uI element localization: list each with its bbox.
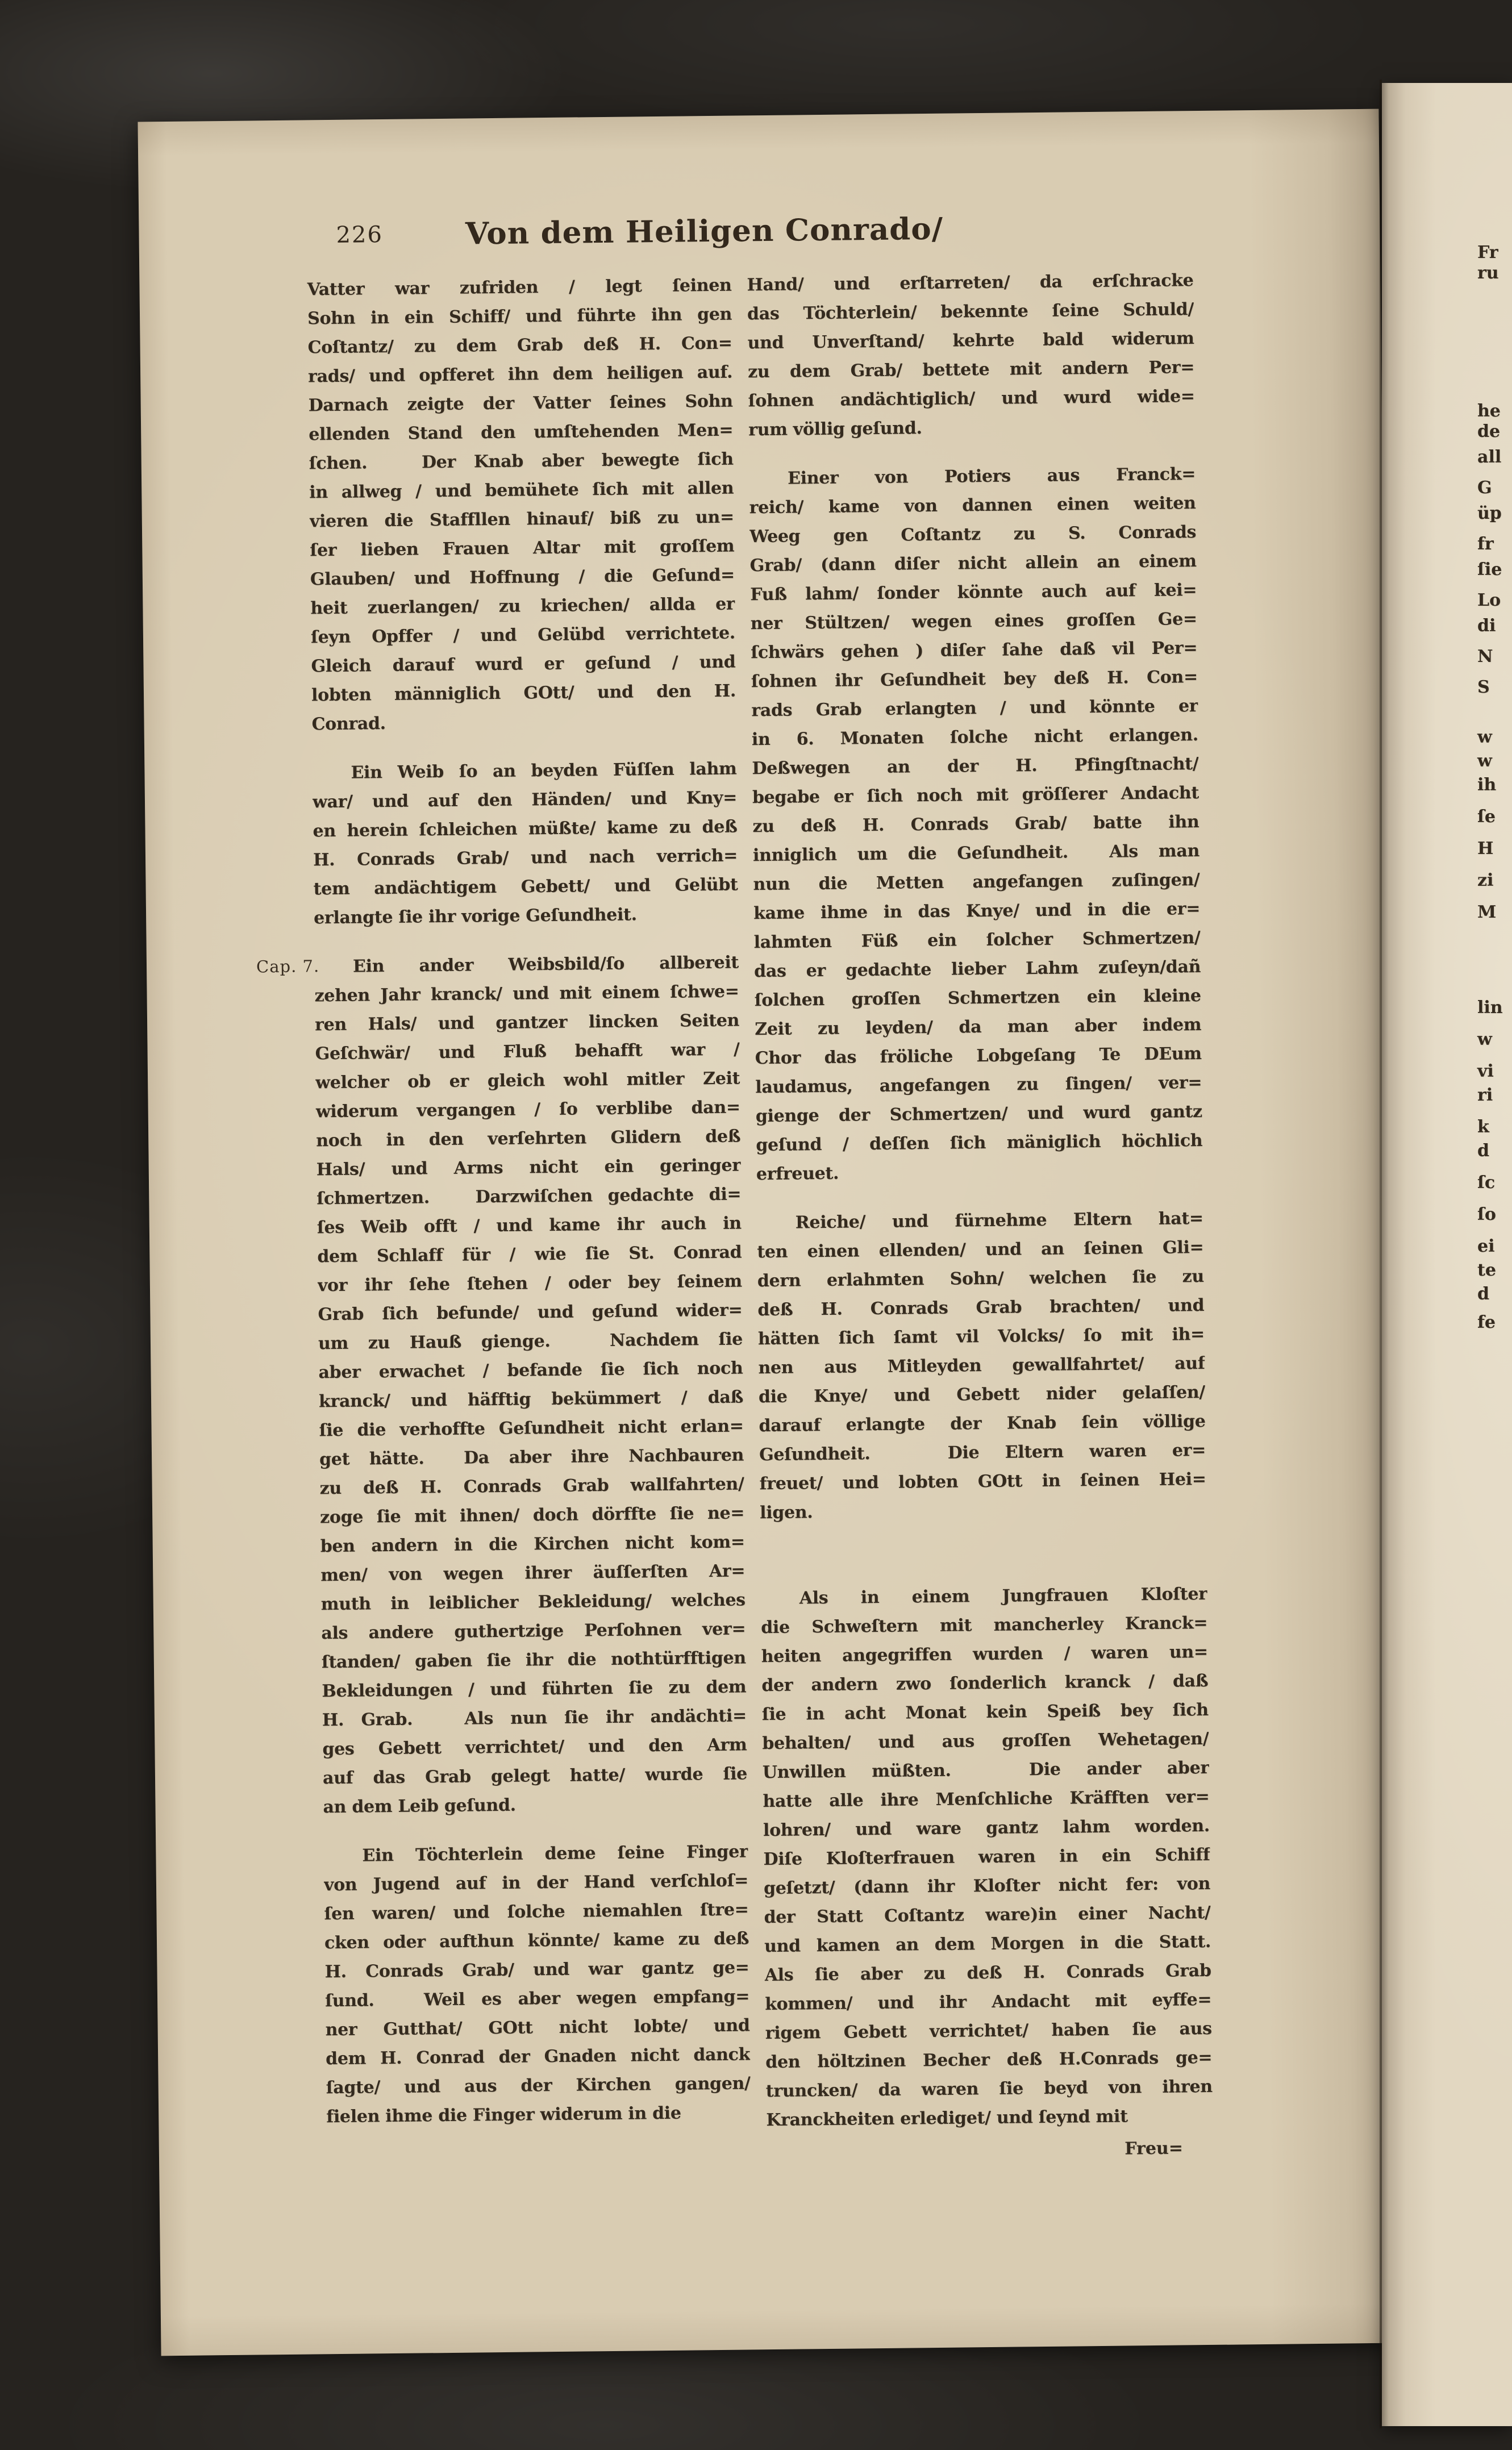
- text-line: dern erlahmten Sohn/ welchen ſie zu: [757, 1266, 1205, 1291]
- text-line: ren Hals/ und gantzer lincken Seiten: [314, 1010, 740, 1035]
- text-line: nun die Metten angefangen zuſingen/: [753, 870, 1200, 895]
- edge-fragment: ei: [1477, 1236, 1495, 1256]
- edge-fragment: ſc: [1477, 1173, 1496, 1193]
- text-line: zu deß H. Conrads Grab/ batte ihn: [752, 812, 1199, 837]
- text-line: Zeit zu leyden/ da man aber indem: [755, 1015, 1202, 1040]
- text-line: den höltzinen Becher deß H.Conrads ge=: [765, 2047, 1213, 2073]
- text-line: Diſe Kloſterfrauen waren in ein Schiff: [763, 1844, 1210, 1870]
- text-line: das er gedachte lieber Lahm zuſeyn/dañ: [754, 957, 1201, 982]
- text-line: zu dem Grab/ bettete mit andern Per=: [747, 357, 1195, 382]
- edge-fragment: de: [1477, 422, 1501, 441]
- catchword: Freu=: [1124, 2138, 1184, 2159]
- edge-fragment: ih: [1477, 775, 1497, 795]
- text-line: Bekleidungen / und führten ſie zu dem: [322, 1677, 747, 1702]
- paragraph: [314, 948, 748, 1822]
- edge-fragment: lin: [1477, 998, 1503, 1018]
- text-line: von Jugend auf in der Hand verſchloſ=: [323, 1870, 749, 1895]
- edge-fragment: fe: [1477, 1313, 1496, 1332]
- paragraph: [307, 271, 736, 739]
- text-line: ner Stültzen/ wegen eines groſſen Ge=: [750, 609, 1197, 634]
- edge-fragment: üp: [1477, 503, 1502, 523]
- edge-fragment: ſe: [1477, 807, 1496, 827]
- text-line: Vatter war zufriden / legt ſeinen: [307, 275, 732, 300]
- text-line: darauf erlangte der Knab ſein völlige: [759, 1411, 1206, 1436]
- text-line: Einer von Potiers aus Franck=: [787, 464, 1196, 489]
- text-line: rads Grab erlangten / und könnte er: [751, 696, 1198, 721]
- margin-note-chapter: Cap. 7.: [256, 956, 320, 977]
- text-line: vieren die Staffllen hinauf/ biß zu un=: [309, 507, 734, 532]
- paragraph: [760, 1580, 1213, 2135]
- text-line: get hätte. Da aber ihre Nachbauren: [319, 1445, 744, 1470]
- text-line: und kamen an dem Morgen in die Statt.: [764, 1931, 1211, 1957]
- text-line: Ein Weib ſo an beyden Füſſen lahm: [351, 759, 737, 783]
- edge-fragment: di: [1477, 616, 1496, 636]
- text-line: geſetzt/ (dann ihr Kloſter nicht fer: von: [763, 1873, 1211, 1899]
- text-line: tem andächtigem Gebett/ und Gelübt: [313, 874, 738, 899]
- edge-fragment: ri: [1477, 1085, 1493, 1105]
- text-line: ſes Weib offt / und kame ihr auch in: [316, 1213, 742, 1238]
- text-line: Grab ſich befunde/ und geſund wider=: [318, 1300, 743, 1325]
- text-line: ſohnen ihr Geſundheit bey deß H. Con=: [751, 667, 1198, 692]
- text-line: geſund / deſſen ſich mäniglich höchlich: [756, 1131, 1203, 1156]
- text-line: Hand/ und erſtarreten/ da erſchracke: [747, 270, 1194, 295]
- text-line: dem Schlaff für / wie ſie St. Conrad: [317, 1242, 742, 1267]
- text-line: heit zuerlangen/ zu kriechen/ allda er: [310, 594, 735, 619]
- text-line: Conrad.: [311, 714, 386, 735]
- text-line: ligen.: [759, 1502, 813, 1523]
- text-line: kranck/ und häfftig bekümmert / daß: [318, 1387, 744, 1412]
- text-line: reich/ kame von dannen einen weiten: [749, 493, 1196, 518]
- text-line: gienge der Schmertzen/ und wurd gantz: [755, 1102, 1202, 1127]
- text-line: Ein Töchterlein deme ſeine Finger: [362, 1841, 748, 1866]
- text-line: ner Gutthat/ GOtt nicht lobte/ und: [325, 2015, 750, 2040]
- text-line: rads/ und opfferet ihn dem heiligen auf.: [308, 362, 733, 387]
- text-line: zehen Jahr kranck/ und mit einem ſchwe=: [314, 981, 739, 1006]
- text-line: Gleich darauf wurd er geſund / und: [311, 652, 736, 677]
- text-line: ſchmertzen. Darzwiſchen gedachte di=: [316, 1184, 742, 1209]
- text-line: Unwillen müßten. Die ander aber: [762, 1757, 1210, 1783]
- text-line: lobten männiglich GOtt/ und den H.: [311, 681, 736, 706]
- text-line: welcher ob er gleich wohl mitler Zeit: [315, 1068, 740, 1093]
- text-line: lahmten Füß ein ſolcher Schmertzen/: [753, 928, 1201, 953]
- text-line: zu deß H. Conrads Grab wallfahrten/: [319, 1474, 744, 1499]
- text-line: die Schweſtern mit mancherley Kranck=: [761, 1613, 1208, 1638]
- page-number: 226: [336, 222, 384, 248]
- text-line: noch in den verſehrten Glidern deß: [316, 1126, 741, 1151]
- text-line: rigem Gebett verrichtet/ haben ſie aus: [765, 2018, 1212, 2044]
- text-line: ellenden Stand den umſtehenden Men=: [309, 420, 734, 445]
- facing-page-edge: [1382, 83, 1512, 2426]
- text-line: Chor das fröliche Lobgeſang Te DEum: [755, 1044, 1202, 1069]
- text-line: an dem Leib geſund.: [323, 1795, 516, 1818]
- text-line: ſagte/ und aus der Kirchen gangen/: [326, 2073, 751, 2098]
- edge-fragment: vi: [1477, 1061, 1494, 1081]
- edge-fragment: zi: [1477, 870, 1494, 890]
- text-line: Fuß lahm/ ſonder könnte auch auf kei=: [750, 580, 1197, 605]
- text-line: nen aus Mitleyden gewallfahrtet/ auf: [758, 1353, 1205, 1378]
- edge-fragment: Fr: [1477, 243, 1498, 262]
- text-line: Weeg gen Coſtantz zu S. Conrads: [749, 522, 1197, 547]
- text-line: men/ von wegen ihrer äuſſerſten Ar=: [320, 1561, 745, 1586]
- paragraph: [749, 460, 1203, 1189]
- text-line: cken oder aufthun könnte/ kame zu deß: [324, 1928, 749, 1953]
- text-column-right: [747, 266, 1213, 2135]
- text-line: H. Conrads Grab/ und war gantz ge=: [324, 1957, 749, 1982]
- text-line: Darnach zeigte der Vatter ſeines Sohn: [308, 391, 733, 416]
- edge-fragment: w: [1477, 751, 1492, 771]
- text-line: Als ſie aber zu deß H. Conrads Grab: [764, 1960, 1211, 1986]
- edge-fragment: all: [1477, 447, 1502, 467]
- text-line: rum völlig geſund.: [748, 418, 922, 440]
- text-line: in allweg / und bemühete ſich mit allen: [309, 478, 734, 503]
- text-line: ges Gebett verrichtet/ und den Arm: [322, 1735, 747, 1760]
- text-line: Als in einem Jungfrauen Kloſter: [799, 1584, 1207, 1609]
- text-line: kame ihme in das Knye/ und in die er=: [753, 899, 1201, 924]
- text-line: Geſundheit. Die Eltern waren er=: [759, 1440, 1206, 1465]
- text-line: Ein ander Weibsbild/ſo allbereit: [352, 952, 739, 977]
- text-line: Kranckheiten erlediget/ und ſeynd mit: [766, 2106, 1128, 2131]
- text-line: heiten angegriffen wurden / waren un=: [761, 1641, 1208, 1667]
- text-line: begabe er ſich noch mit gröſſerer Andacht: [752, 783, 1199, 808]
- text-line: ſolchen groſſen Schmertzen ein kleine: [754, 986, 1201, 1011]
- text-line: laudamus, angefangen zu ſingen/ ver=: [755, 1073, 1202, 1098]
- edge-fragment: k: [1477, 1117, 1489, 1137]
- text-line: Grab/ (dann diſer nicht allein an einem: [749, 551, 1197, 576]
- text-line: ſchwärs gehen ) diſer ſahe daß vil Per=: [751, 638, 1198, 663]
- text-line: der Statt Coſtantz ware)in einer Nacht/: [764, 1902, 1211, 1928]
- text-line: das Töchterlein/ bekennte ſeine Schuld/: [747, 299, 1194, 324]
- text-line: erfreuet.: [756, 1163, 839, 1185]
- edge-fragment: d: [1477, 1141, 1489, 1161]
- text-column-left: [307, 271, 751, 2132]
- text-line: freuet/ und lobten GOtt in ſeinen Hei=: [759, 1469, 1206, 1494]
- text-line: ten einen ellenden/ und an ſeinen Gli=: [757, 1238, 1204, 1262]
- edge-fragment: he: [1477, 401, 1501, 421]
- text-line: widerum vergangen / ſo verblibe dan=: [315, 1097, 740, 1122]
- text-line: deß H. Conrads Grab brachten/ und: [757, 1295, 1205, 1320]
- paragraph: [757, 1204, 1207, 1527]
- edge-fragment: fr: [1477, 534, 1494, 554]
- text-line: muth in leiblicher Bekleidung/ welches: [320, 1590, 745, 1615]
- text-line: Glauben/ und Hoffnung / die Geſund=: [310, 565, 735, 590]
- text-line: ſie die verhoffte Geſundheit nicht erlan=: [319, 1416, 744, 1441]
- text-line: lohren/ und ware gantz lahm worden.: [763, 1815, 1210, 1841]
- text-line: ſie in acht Monat kein Speiß bey ſich: [761, 1699, 1209, 1725]
- book-page-226: [138, 109, 1402, 2356]
- text-line: um zu Hauß gienge. Nachdem ſie: [318, 1329, 743, 1354]
- text-line: ſen waren/ und ſolche niemahlen ſtre=: [324, 1899, 749, 1924]
- text-line: aber erwachet / befande ſie ſich noch: [318, 1358, 743, 1383]
- edge-fragment: ſo: [1477, 1205, 1496, 1224]
- edge-fragment: w: [1477, 1030, 1492, 1049]
- text-line: Deßwegen an der H. Pfingſtnacht/: [752, 754, 1199, 779]
- text-line: und Unverſtand/ kehrte bald widerum: [747, 328, 1194, 353]
- edge-fragment: te: [1477, 1260, 1496, 1280]
- edge-fragment: ſie: [1477, 560, 1502, 580]
- text-line: hatte alle ihre Menſchliche Kräfften ver=: [763, 1786, 1210, 1812]
- text-line: Sohn in ein Schiff/ und führte ihn gen: [307, 304, 732, 329]
- paragraph: [323, 1837, 751, 2131]
- paragraph: [747, 266, 1195, 444]
- edge-fragment: d: [1477, 1284, 1489, 1304]
- text-line: erlangte ſie ihr vorige Geſundheit.: [313, 905, 637, 928]
- text-line: auf das Grab gelegt hatte/ wurde ſie: [322, 1764, 748, 1789]
- text-line: vor ihr ſehe ſtehen / oder bey ſeinem: [317, 1271, 743, 1296]
- edge-fragment: w: [1477, 727, 1492, 747]
- text-line: Hals/ und Arms nicht ein geringer: [316, 1155, 741, 1180]
- text-line: kommen/ und ihr Andacht mit eyffe=: [765, 1989, 1212, 2015]
- text-line: truncken/ da waren ſie beyd von ihren: [765, 2076, 1213, 2102]
- text-line: dem H. Conrad der Gnaden nicht danck: [326, 2044, 751, 2069]
- text-line: ſund. Weil es aber wegen empfang=: [324, 1986, 750, 2011]
- text-line: ſtanden/ gaben ſie ihr die nothtürfftigen: [321, 1648, 747, 1673]
- edge-fragment: N: [1477, 647, 1493, 666]
- text-line: inniglich um die Geſundheit. Als man: [752, 841, 1200, 866]
- text-line: Reiche/ und fürnehme Eltern hat=: [795, 1209, 1203, 1233]
- text-line: ben andern in die Kirchen nicht kom=: [320, 1532, 745, 1557]
- text-line: Geſchwär/ und Fluß behafft war /: [315, 1039, 740, 1064]
- text-line: war/ und auf den Händen/ und Kny=: [312, 788, 738, 813]
- text-line: ſohnen andächtiglich/ und wurd wide=: [748, 386, 1195, 411]
- text-line: ſchen. Der Knab aber bewegte ſich: [309, 449, 734, 474]
- edge-fragment: Lo: [1477, 590, 1501, 610]
- edge-fragment: G: [1477, 478, 1492, 498]
- running-header: Von dem Heiligen Conrado/: [465, 211, 944, 252]
- text-line: ſer lieben Frauen Altar mit groſſem: [310, 536, 735, 561]
- text-line: fielen ihme die Finger widerum in die: [326, 2103, 681, 2127]
- edge-fragment: H: [1477, 839, 1494, 859]
- edge-fragment: S: [1477, 677, 1490, 697]
- text-line: H. Grab. Als nun ſie ihr andächti=: [322, 1706, 747, 1731]
- text-line: der andern zwo ſonderlich kranck / daß: [761, 1670, 1209, 1696]
- text-line: behalten/ und aus groſſen Wehetagen/: [762, 1728, 1209, 1754]
- text-line: hätten ſich ſamt vil Volcks/ ſo mit ih=: [757, 1324, 1205, 1349]
- text-line: die Knye/ und Gebett nider gelaſſen/: [758, 1382, 1206, 1407]
- text-line: in 6. Monaten ſolche nicht erlangen.: [751, 725, 1199, 750]
- text-line: zoge ſie mit ihnen/ doch dörffte ſie ne=: [320, 1503, 745, 1528]
- text-line: ſeyn Opffer / und Gelübd verrichtete.: [310, 623, 736, 648]
- text-line: als andere guthertzige Perſohnen ver=: [321, 1619, 746, 1644]
- paragraph: [312, 755, 738, 933]
- text-line: H. Conrads Grab/ und nach verrich=: [313, 845, 738, 870]
- text-line: Coſtantz/ zu dem Grab deß H. Con=: [307, 333, 732, 358]
- text-line: en herein ſchleichen müßte/ kame zu deß: [313, 816, 738, 841]
- edge-fragment: ru: [1477, 263, 1499, 283]
- edge-fragment: M: [1477, 902, 1497, 922]
